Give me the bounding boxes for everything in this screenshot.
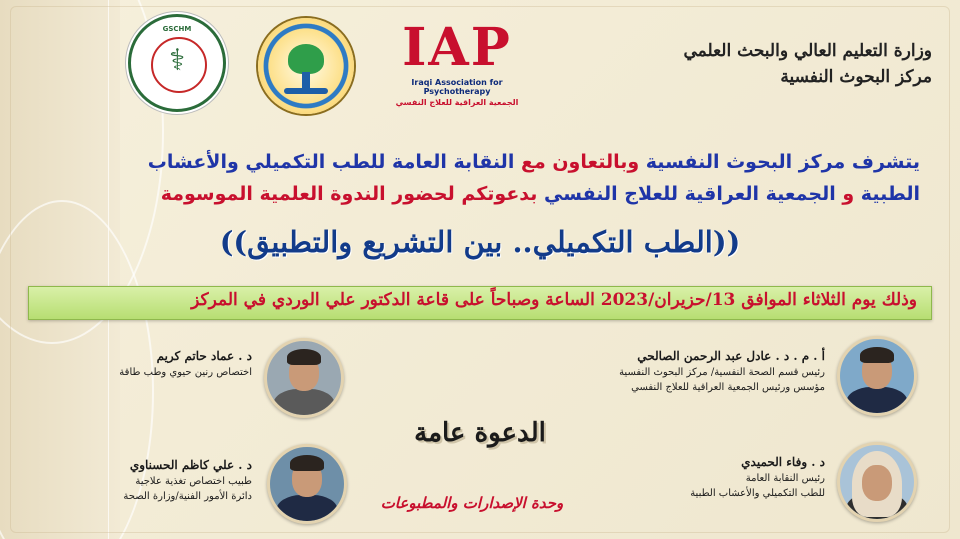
photo-hair xyxy=(860,347,894,363)
photo-hair xyxy=(290,455,324,471)
photo-face xyxy=(862,465,892,501)
invitation-line-1 xyxy=(40,148,920,176)
banner-text: وذلك يوم الثلاثاء الموافق 13/حزيران/2023 الساعة وصباحاً على قاعة الدكتور علي الوردي في المركز xyxy=(191,290,917,310)
ministry-name: وزارة التعليم العالي والبحث العلمي xyxy=(683,41,932,61)
gschm-abbr: GSCHM xyxy=(162,25,192,33)
speaker-bottom-left xyxy=(80,457,252,504)
psychological-research-center-logo xyxy=(258,18,354,114)
speaker-title: طبيب اختصاص تغذية علاجية xyxy=(135,476,252,487)
speaker-photo-bottom-left xyxy=(267,444,347,524)
speaker-title: رئيس قسم الصحة النفسية/ مركز البحوث النفسية xyxy=(619,367,825,378)
speaker-photo-top-right xyxy=(837,336,917,416)
speaker-photo-top-left xyxy=(264,338,344,418)
tree-hands-icon xyxy=(288,44,324,74)
speaker-title: اختصاص رنين حيوي وطب طاقة xyxy=(119,367,252,378)
speaker-bottom-right xyxy=(585,454,825,501)
text-segment: و xyxy=(835,183,855,205)
speaker-top-right xyxy=(585,348,825,395)
speaker-top-left xyxy=(80,348,252,380)
ministry-header xyxy=(672,38,932,90)
text-segment: الطبية xyxy=(854,183,920,205)
text-segment: النقابة العامة للطب التكميلي والأعشاب xyxy=(147,151,515,173)
photo-body xyxy=(276,495,338,524)
speaker-name: د . وفاء الحميدي xyxy=(741,455,825,469)
text-segment: يتشرف مركز البحوث النفسية xyxy=(639,151,920,173)
caduceus-icon: ⚕ xyxy=(169,43,186,78)
speaker-title: مؤسس ورئيس الجمعية العراقية للعلاج النفسي xyxy=(631,382,825,393)
center-name: مركز البحوث النفسية xyxy=(780,67,932,87)
speaker-name: د . علي كاظم الحسناوي xyxy=(129,458,252,472)
invitation-line-2 xyxy=(40,180,920,208)
iap-name-en: Iraqi Association for Psychotherapy xyxy=(411,78,503,96)
iap-letters: IAP xyxy=(402,17,512,78)
iap-logo xyxy=(392,17,522,116)
public-invitation: الدعوة عامة xyxy=(414,418,546,448)
photo-hair xyxy=(287,349,321,365)
footer-unit: وحدة الإصدارات والمطبوعات xyxy=(380,494,564,512)
speaker-name: أ . م . د . عادل عبد الرحمن الصالحي xyxy=(637,349,825,363)
text-segment: الجمعية العراقية للعلاج النفسي xyxy=(537,183,836,205)
date-venue-banner xyxy=(28,286,932,320)
text-segment: وبالتعاون مع xyxy=(514,151,640,173)
speaker-title: رئيس النقابة العامة xyxy=(745,473,825,484)
text-segment: بدعوتكم لحضور الندوة العلمية الموسومة xyxy=(160,183,538,205)
photo-body xyxy=(273,389,335,418)
speaker-name: د . عماد حاتم كريم xyxy=(156,349,252,363)
speaker-photo-bottom-right xyxy=(837,442,917,522)
photo-body xyxy=(846,387,908,416)
speaker-title: للطب التكميلي والأعشاب الطبية xyxy=(690,488,825,499)
logo-base xyxy=(284,88,328,94)
speaker-title: دائرة الأمور الفنية/وزارة الصحة xyxy=(123,491,252,502)
iap-name-ar: الجمعية العراقية للعلاج النفسي xyxy=(395,98,519,107)
gschm-logo xyxy=(128,14,226,112)
seminar-title: ((الطب التكميلي.. بين التشريع والتطبيق)) xyxy=(219,225,741,259)
